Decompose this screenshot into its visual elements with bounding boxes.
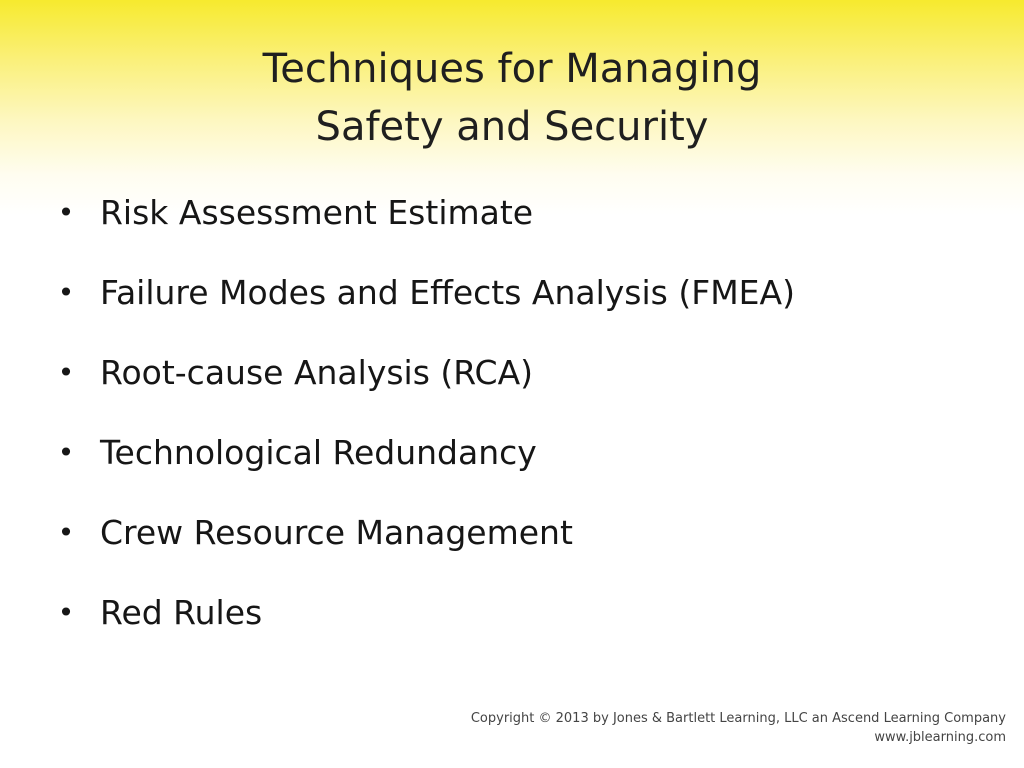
slide-title-line-2: Safety and Security [315, 104, 709, 150]
copyright-footer [471, 709, 1006, 747]
bullet-text: Crew Resource Management [100, 513, 573, 552]
bullet-item-rca [56, 348, 996, 428]
bullet-icon: • [57, 516, 75, 549]
bullet-item-technological-redundancy [56, 428, 996, 508]
bullet-icon: • [57, 596, 75, 629]
copyright-text: Copyright © 2013 by Jones & Bartlett Learning, LLC an Ascend Learning Company [470, 711, 1006, 726]
bullet-icon: • [57, 196, 75, 229]
bullet-text: Technological Redundancy [100, 433, 537, 472]
bullet-text: Failure Modes and Effects Analysis (FMEA) [100, 273, 795, 312]
bullet-list [56, 188, 996, 668]
bullet-item-crew-resource-management [56, 508, 996, 588]
bullet-item-red-rules [56, 588, 996, 668]
bullet-item-fmea [56, 268, 996, 348]
website-text: www.jblearning.com [874, 730, 1006, 745]
bullet-text: Root-cause Analysis (RCA) [100, 353, 534, 392]
bullet-icon: • [57, 436, 75, 469]
bullet-text: Red Rules [100, 593, 263, 632]
slide-title [0, 40, 1024, 156]
bullet-text: Risk Assessment Estimate [100, 193, 534, 232]
bullet-item-risk-assessment [56, 188, 996, 268]
bullet-icon: • [57, 276, 75, 309]
bullet-icon: • [57, 356, 75, 389]
slide-title-line-1: Techniques for Managing [262, 46, 762, 92]
